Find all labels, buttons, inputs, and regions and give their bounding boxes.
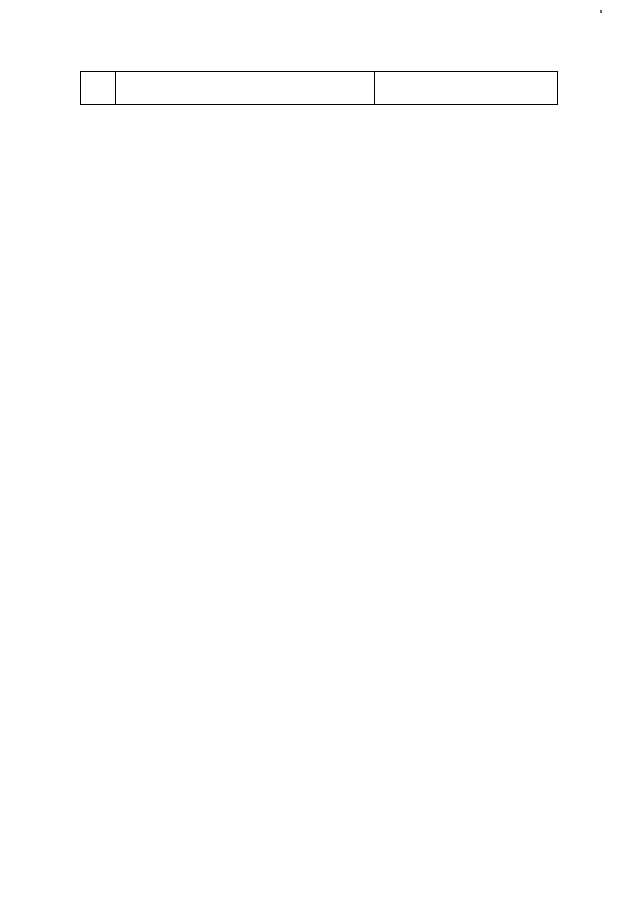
- header-number-column: [81, 72, 116, 105]
- header-settlement-column: [375, 72, 558, 105]
- header-municipality-column: [116, 72, 375, 105]
- scan-speck: [600, 10, 602, 13]
- table-header: [80, 71, 558, 105]
